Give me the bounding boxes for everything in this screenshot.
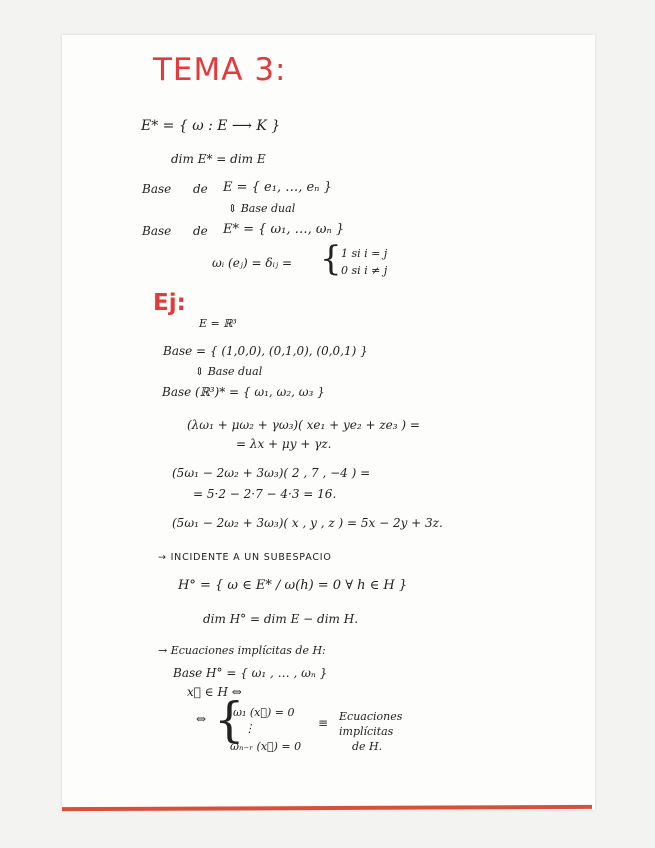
example-base-dual-arrow: ⇕ Base dual (195, 365, 263, 378)
dual-dimension: dim E* = dim E (171, 152, 266, 166)
kronecker-delta: ωᵢ (eⱼ) = δᵢⱼ = (212, 256, 293, 270)
implicit-note-3: de H. (352, 740, 383, 753)
implicit-equation-1: ω₁ (x⃗) = 0 (233, 706, 295, 719)
implicit-note-1: Ecuaciones (339, 710, 403, 723)
base-label-1: Base (142, 182, 172, 196)
example-space: E = ℝ³ (199, 317, 237, 330)
incident-heading: → INCIDENTE A UN SUBESPACIO (158, 552, 332, 563)
linear-combination-result: = λx + μy + γz. (236, 437, 332, 451)
base-label-2: Base (142, 224, 172, 238)
linear-combination: (λω₁ + μω₂ + γω₃)( xe₁ + ye₂ + ze₃ ) = (187, 418, 420, 432)
base-E-star: E* = { ω₁, …, ωₙ } (223, 222, 345, 237)
annihilator-base: Base H° = { ω₁ , … , ωₙ } (173, 666, 328, 680)
base-dual-arrow: ⇕ Base dual (228, 202, 296, 215)
case-equal: 1 si i = j (341, 247, 388, 260)
general-evaluation: (5ω₁ − 2ω₂ + 3ω₃)( x , y , z ) = 5x − 2y + 3z. (172, 516, 443, 530)
membership-iff: x⃗ ∈ H ⇔ (187, 685, 242, 699)
system-brace: { (214, 692, 245, 748)
iff-arrow: ⇔ (196, 712, 207, 726)
implicit-equation-last: ωₙ₋ᵣ (x⃗) = 0 (230, 740, 302, 753)
annihilator-dimension: dim H° = dim E − dim H. (203, 612, 359, 626)
de-label-2: de (193, 224, 208, 238)
annihilator-definition: H° = { ω ∈ E* / ω(h) = 0 ∀ h ∈ H } (178, 578, 408, 593)
page-title: TEMA 3: (153, 52, 287, 88)
cases-brace: { (320, 239, 342, 279)
implicit-note-2: implícitas (339, 725, 394, 738)
example-label: Ej: (153, 290, 186, 316)
evaluation-line: (5ω₁ − 2ω₂ + 3ω₃)( 2 , 7 , −4 ) = (172, 466, 371, 480)
example-base: Base = { (1,0,0), (0,1,0), (0,0,1) } (163, 344, 368, 358)
implicit-heading: → Ecuaciones implícitas de H: (158, 644, 326, 657)
equivalence-sign: ≡ (318, 716, 329, 730)
example-base-dual: Base (ℝ³)* = { ω₁, ω₂, ω₃ } (162, 385, 325, 399)
evaluation-result: = 5·2 − 2·7 − 4·3 = 16. (193, 487, 337, 501)
base-E: E = { e₁, …, eₙ } (223, 180, 332, 195)
dual-space-definition: E* = { ω : E ⟶ K } (141, 118, 281, 134)
de-label-1: de (193, 182, 208, 196)
implicit-dots: ⋮ (244, 722, 255, 735)
case-different: 0 si i ≠ j (341, 264, 388, 277)
